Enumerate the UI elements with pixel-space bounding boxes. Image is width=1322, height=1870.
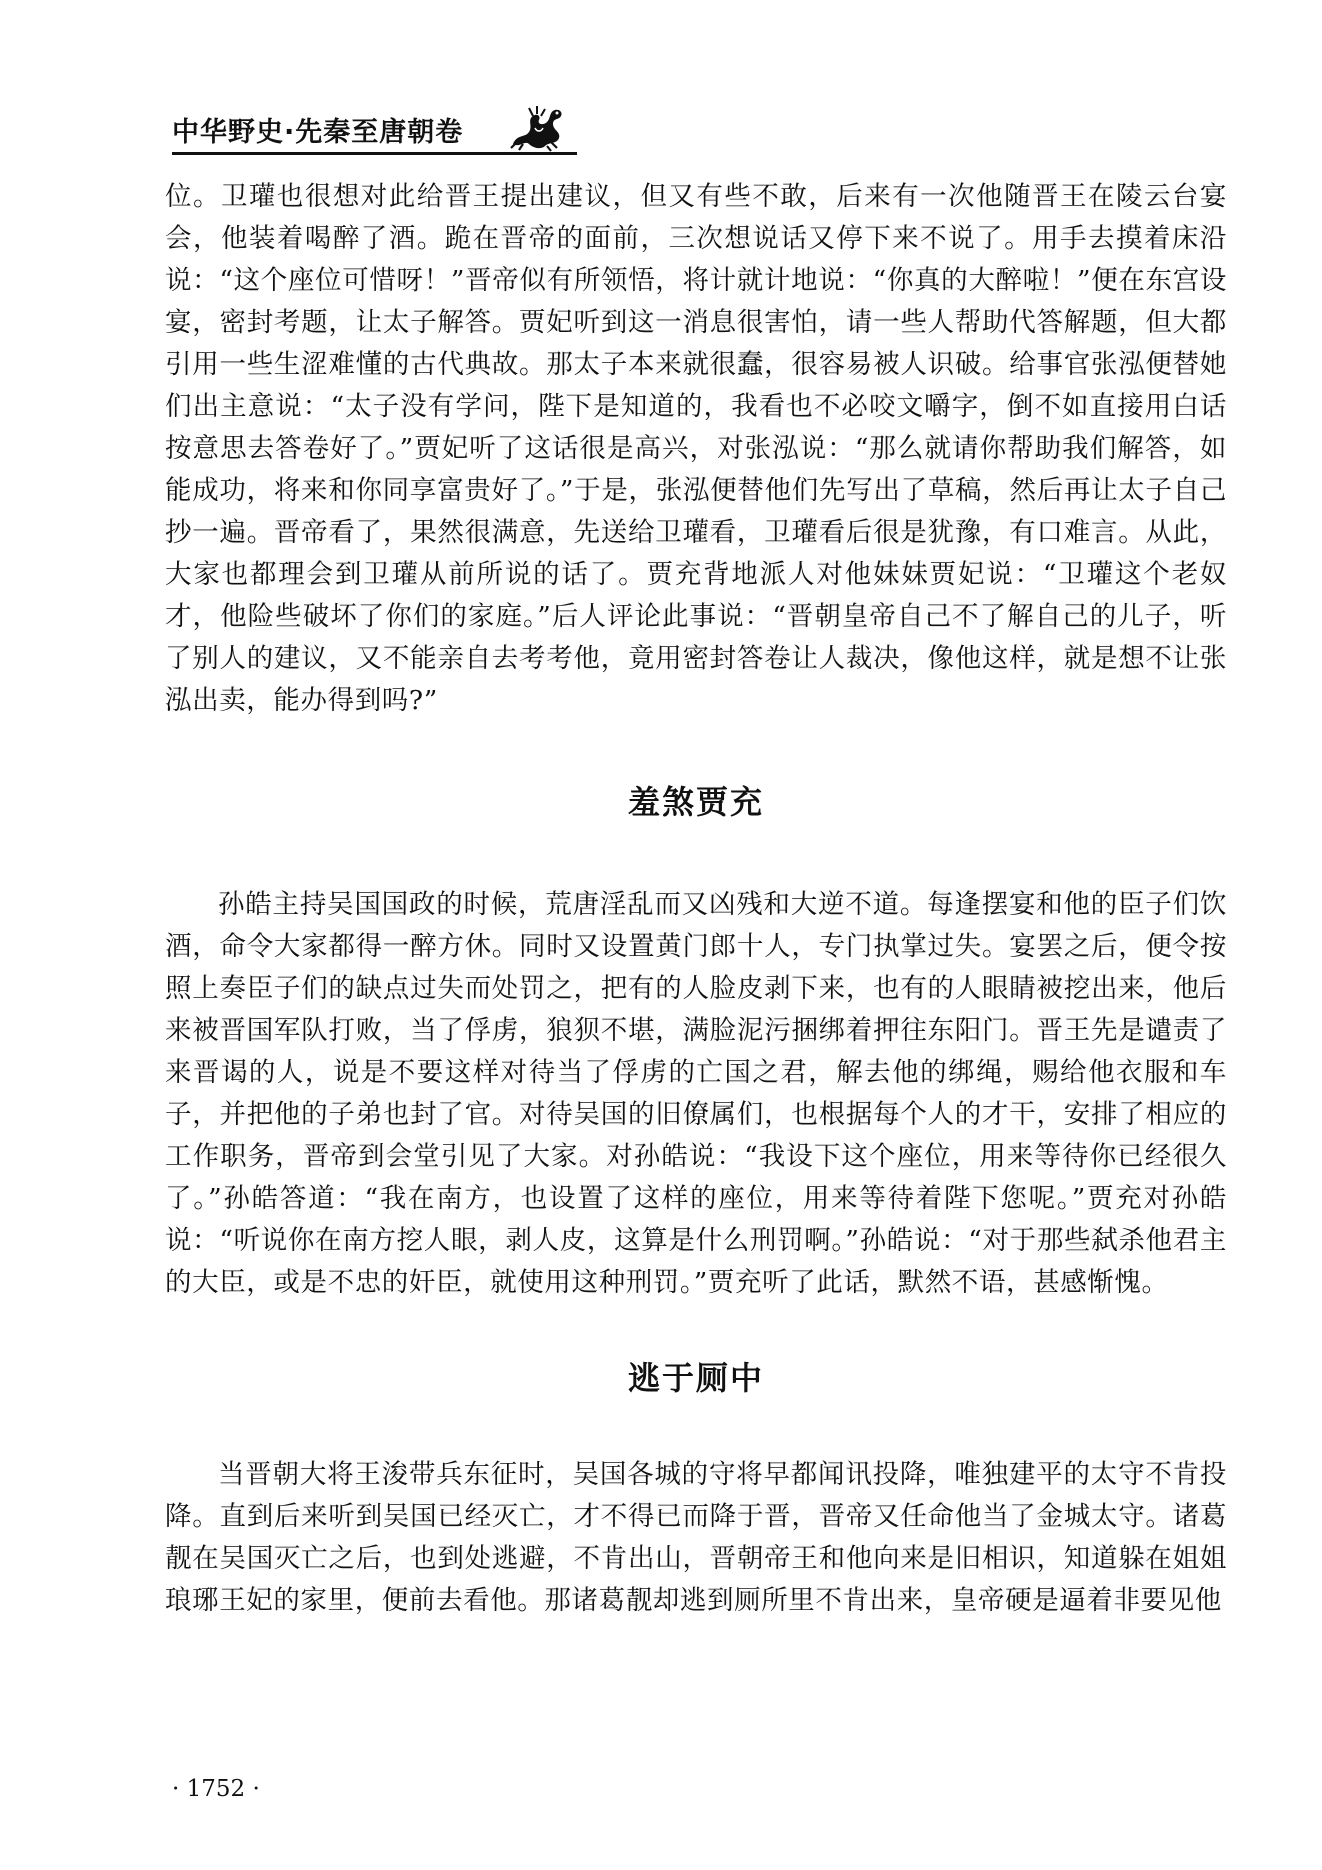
paragraph: 当晋朝大将王浚带兵东征时，吴国各城的守将早都闻讯投降，唯独建平的太守不肯投降。直到后来听到吴国已经灭亡，才不得已而降于晋，晋帝又任命他当了金城太守。诸葛靓在吴国灭亡之后，也到处逃避，不肯出山，晋朝帝王和他向来是旧相识，知道躲在姐姐琅琊王妃的家里，便前去看他。那诸葛靓却逃到厕所里不肯出来，皇帝硬是逼着非要见他	[165, 1459, 1227, 1616]
section-title: 逃于厕中	[627, 1359, 764, 1397]
header-rule	[172, 152, 577, 155]
page-body	[165, 176, 1227, 1622]
running-header	[172, 104, 577, 160]
book-title: 中华野史·先秦至唐朝卷	[172, 117, 464, 148]
dragon-icon	[507, 104, 567, 152]
continued-paragraph: 位。卫瓘也很想对此给晋王提出建议，但又有些不敢，后来有一次他随晋王在陵云台宴会，他装着喝醉了酒。跪在晋帝的面前，三次想说话又停下来不说了。用手去摸着床沿说：“这个座位可惜呀！”晋帝似有所领悟，将计就计地说：“你真的大醉啦！”便在东宫设宴，密封考题，让太子解答。贾妃听到这一消息很害怕，请一些人帮助代答解题，但大都引用一些生涩难懂的古代典故。那太子本来就很蠢，很容易被人识破。给事官张泓便替她们出主意说：“太子没有学问，陛下是知道的，我看也不必咬文嚼字，倒不如直接用白话按意思去答卷好了。”贾妃听了这话很是高兴，对张泓说：“那么就请你帮助我们解答，如能成功，将来和你同享富贵好了。”于是，张泓便替他们先写出了草稿，然后再让太子自己抄一遍。晋帝看了，果然很满意，先送给卫瓘看，卫瓘看后很是犹豫，有口难言。从此，大家也都理会到卫瓘从前所说的话了。贾充背地派人对他妹妹贾妃说：“卫瓘这个老奴才，他险些破坏了你们的家庭。”后人评论此事说：“晋朝皇帝自己不了解自己的儿子，听了别人的建议，又不能亲自去考考他，竟用密封答卷让人裁决，像他这样，就是想不让张泓出卖，能办得到吗?”	[165, 181, 1227, 716]
page-number: · 1752 ·	[172, 1776, 260, 1802]
section-title: 羞煞贾充	[627, 783, 764, 821]
paragraph: 孙皓主持吴国国政的时候，荒唐淫乱而又凶残和大逆不道。每逢摆宴和他的臣子们饮酒，命令大家都得一醉方休。同时又设置黄门郎十人，专门执掌过失。宴罢之后，便令按照上奏臣子们的缺点过失而处罚之，把有的人脸皮剥下来，也有的人眼睛被挖出来，他后来被晋国军队打败，当了俘虏，狼狈不堪，满脸泥污捆绑着押往东阳门。晋王先是谴责了来晋谒的人，说是不要这样对待当了俘虏的亡国之君，解去他的绑绳，赐给他衣服和车子，并把他的子弟也封了官。对待吴国的旧僚属们，也根据每个人的才干，安排了相应的工作职务，晋帝到会堂引见了大家。对孙皓说：“我设下这个座位，用来等待你已经很久了。”孙皓答道：“我在南方，也设置了这样的座位，用来等待着陛下您呢。”贾充对孙皓说：“听说你在南方挖人眼，剥人皮，这算是什么刑罚啊。”孙皓说：“对于那些弑杀他君主的大臣，或是不忠的奸臣，就使用这种刑罚。”贾充听了此话，默然不语，甚感惭愧。	[165, 889, 1227, 1298]
